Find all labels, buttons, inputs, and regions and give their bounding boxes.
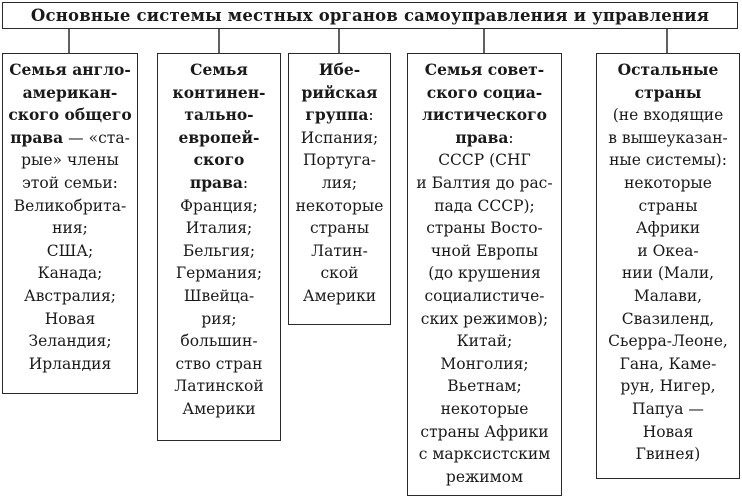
regular-text: рун, Нигер, (620, 377, 716, 396)
column-line (597, 195, 739, 218)
bold-text: Семья (190, 60, 248, 79)
column-line (158, 127, 280, 150)
regular-text: Африки (635, 219, 701, 238)
column-line (158, 217, 280, 240)
column-line (408, 172, 561, 195)
regular-text: страны Африки (420, 422, 549, 441)
column-line (597, 240, 739, 263)
regular-text: Швейца- (183, 286, 255, 305)
regular-text: Канада; (37, 264, 103, 283)
bold-text: Семья совет- (424, 60, 545, 79)
regular-text: Папуа — (632, 399, 704, 418)
column-line (3, 217, 137, 240)
column-line (289, 217, 390, 240)
regular-text: Латин- (311, 241, 368, 260)
bold-text: Остальные (617, 60, 719, 79)
regular-text: Свазиленд, (621, 309, 715, 328)
column-line (408, 149, 561, 172)
column-line (3, 149, 137, 172)
column-line (597, 308, 739, 331)
column-line (597, 149, 739, 172)
column-line (3, 59, 137, 82)
column-line (408, 308, 561, 331)
regular-text: Зеландия; (28, 332, 112, 351)
regular-text: рия; (201, 309, 237, 328)
bold-text: ского (193, 150, 245, 170)
column-line (408, 127, 561, 150)
column-line (289, 195, 390, 218)
column-line (289, 104, 390, 127)
column-line (597, 353, 739, 376)
regular-text: Новая (44, 309, 96, 328)
column-line (3, 330, 137, 353)
regular-text: ских режимов); (420, 309, 549, 328)
column-line (289, 240, 390, 263)
regular-text: рые» члены (21, 151, 119, 170)
regular-text: в вышеуказан- (608, 128, 728, 147)
column-line (3, 308, 137, 331)
bold-text: Семья англо- (9, 60, 131, 79)
regular-text: Китай; (456, 332, 513, 351)
column-line (158, 308, 280, 331)
column-line (289, 127, 390, 150)
regular-text: пада СССР); (434, 196, 535, 215)
bold-text: американ- (22, 82, 118, 102)
column-line (289, 149, 390, 172)
regular-text: страны Восто- (426, 219, 543, 238)
regular-text: Сьерра-Леоне, (608, 332, 728, 351)
column-line (158, 82, 280, 105)
column-line (289, 172, 390, 195)
column-line (3, 353, 137, 376)
regular-text: некоторые (295, 196, 384, 215)
column-line (597, 375, 739, 398)
column-line (158, 353, 280, 376)
column-line (289, 59, 390, 82)
column-line (3, 195, 137, 218)
column-line (597, 262, 739, 285)
bold-text: рийская (301, 82, 378, 102)
bold-text: страны (634, 82, 702, 102)
regular-text: режимом (445, 467, 524, 486)
bold-text: группа (305, 105, 369, 125)
column-line (408, 195, 561, 218)
regular-text: Ирландия (28, 354, 112, 373)
regular-text: Великобрита- (13, 196, 127, 215)
column-line (158, 398, 280, 421)
column-line (408, 330, 561, 353)
column-line (408, 443, 561, 466)
column-line (158, 149, 280, 172)
regular-text: и Океа- (637, 241, 699, 260)
regular-text: : (508, 128, 514, 147)
regular-text: этой семьи: (22, 173, 118, 192)
column-line (408, 466, 561, 489)
regular-text: Германия; (175, 264, 263, 283)
bold-text: права (455, 127, 509, 147)
column-line (158, 172, 280, 195)
column-line (158, 104, 280, 127)
column-line (3, 285, 137, 308)
column-other-countries (596, 53, 740, 479)
column-line (158, 195, 280, 218)
column-line (158, 285, 280, 308)
column-line (3, 127, 137, 150)
column-line (3, 104, 137, 127)
column-line (3, 262, 137, 285)
regular-text: : (242, 173, 249, 192)
column-line (408, 217, 561, 240)
column-line (3, 172, 137, 195)
regular-text: Италия; (185, 219, 253, 238)
regular-text: (до крушения (428, 264, 541, 283)
regular-text: страны (309, 219, 370, 238)
regular-text: США; (46, 241, 94, 260)
column-line (3, 82, 137, 105)
regular-text: Австралия; (23, 286, 117, 305)
regular-text: большин- (180, 332, 258, 351)
column-line (408, 285, 561, 308)
regular-text: Бельгия; (182, 241, 256, 260)
column-line (408, 82, 561, 105)
column-line (597, 330, 739, 353)
bold-text: ского общего (8, 105, 132, 125)
bold-text: европей- (178, 127, 260, 147)
regular-text: Франция; (180, 196, 258, 215)
regular-text: ные системы): (609, 151, 727, 170)
regular-text: — «ста- (63, 128, 130, 147)
bold-text: ского социа- (426, 82, 543, 102)
column-line (3, 240, 137, 263)
column-line (158, 240, 280, 263)
bold-text: тально- (184, 105, 254, 125)
column-line (597, 104, 739, 127)
column-line (597, 443, 739, 466)
column-line (597, 421, 739, 444)
bold-text: права (189, 172, 243, 192)
regular-text: Монголия; (440, 354, 529, 373)
regular-text: ство стран (175, 354, 263, 373)
regular-text: Вьетнам; (447, 377, 522, 396)
column-line (597, 398, 739, 421)
column-line (408, 353, 561, 376)
regular-text: чной Европы (430, 241, 539, 260)
regular-text: (не входящие (612, 106, 724, 125)
regular-text: Испания; (300, 128, 379, 147)
regular-text: и Балтия до рас- (416, 173, 553, 192)
bold-text: Ибе- (318, 60, 361, 79)
column-line (597, 127, 739, 150)
column-line (408, 240, 561, 263)
column-line (597, 285, 739, 308)
column-line (597, 172, 739, 195)
column-iberian (288, 53, 391, 325)
column-line (408, 398, 561, 421)
regular-text: Гвинея) (635, 445, 701, 464)
regular-text: : (368, 106, 374, 125)
regular-text: социалистиче- (424, 286, 545, 305)
column-line (408, 262, 561, 285)
regular-text: Америки (302, 286, 377, 305)
column-line (289, 285, 390, 308)
regular-text: Португа- (302, 151, 377, 170)
column-line (408, 59, 561, 82)
regular-text: СССР (СНГ (438, 151, 531, 170)
column-soviet-socialist (407, 53, 562, 496)
bold-text: права (10, 127, 64, 147)
column-line (289, 82, 390, 105)
column-line (597, 82, 739, 105)
diagram-title: Основные системы местных органов самоуправления и управления (30, 6, 710, 25)
regular-text: Америки (182, 399, 256, 418)
column-line (158, 330, 280, 353)
regular-text: страны (638, 196, 698, 215)
column-line (158, 375, 280, 398)
regular-text: ния; (52, 219, 88, 238)
regular-text: некоторые (440, 399, 529, 418)
column-line (289, 262, 390, 285)
column-line (408, 375, 561, 398)
regular-text: Латинской (174, 377, 264, 396)
bold-text: континен- (172, 82, 266, 102)
column-line (597, 217, 739, 240)
column-line (408, 421, 561, 444)
regular-text: ской (320, 264, 359, 283)
regular-text: с марксистским (418, 445, 551, 464)
column-line (408, 104, 561, 127)
regular-text: Гана, Каме- (619, 354, 717, 373)
regular-text: нии (Мали, (621, 264, 715, 283)
column-line (158, 59, 280, 82)
regular-text: Малави, (633, 286, 703, 305)
column-continental-european (157, 53, 281, 441)
column-anglo-american (2, 53, 138, 394)
bold-text: листического (422, 105, 547, 125)
regular-text: лия; (321, 173, 358, 192)
regular-text: Новая (642, 422, 694, 441)
column-line (158, 262, 280, 285)
regular-text: некоторые (624, 173, 712, 192)
column-line (597, 59, 739, 82)
